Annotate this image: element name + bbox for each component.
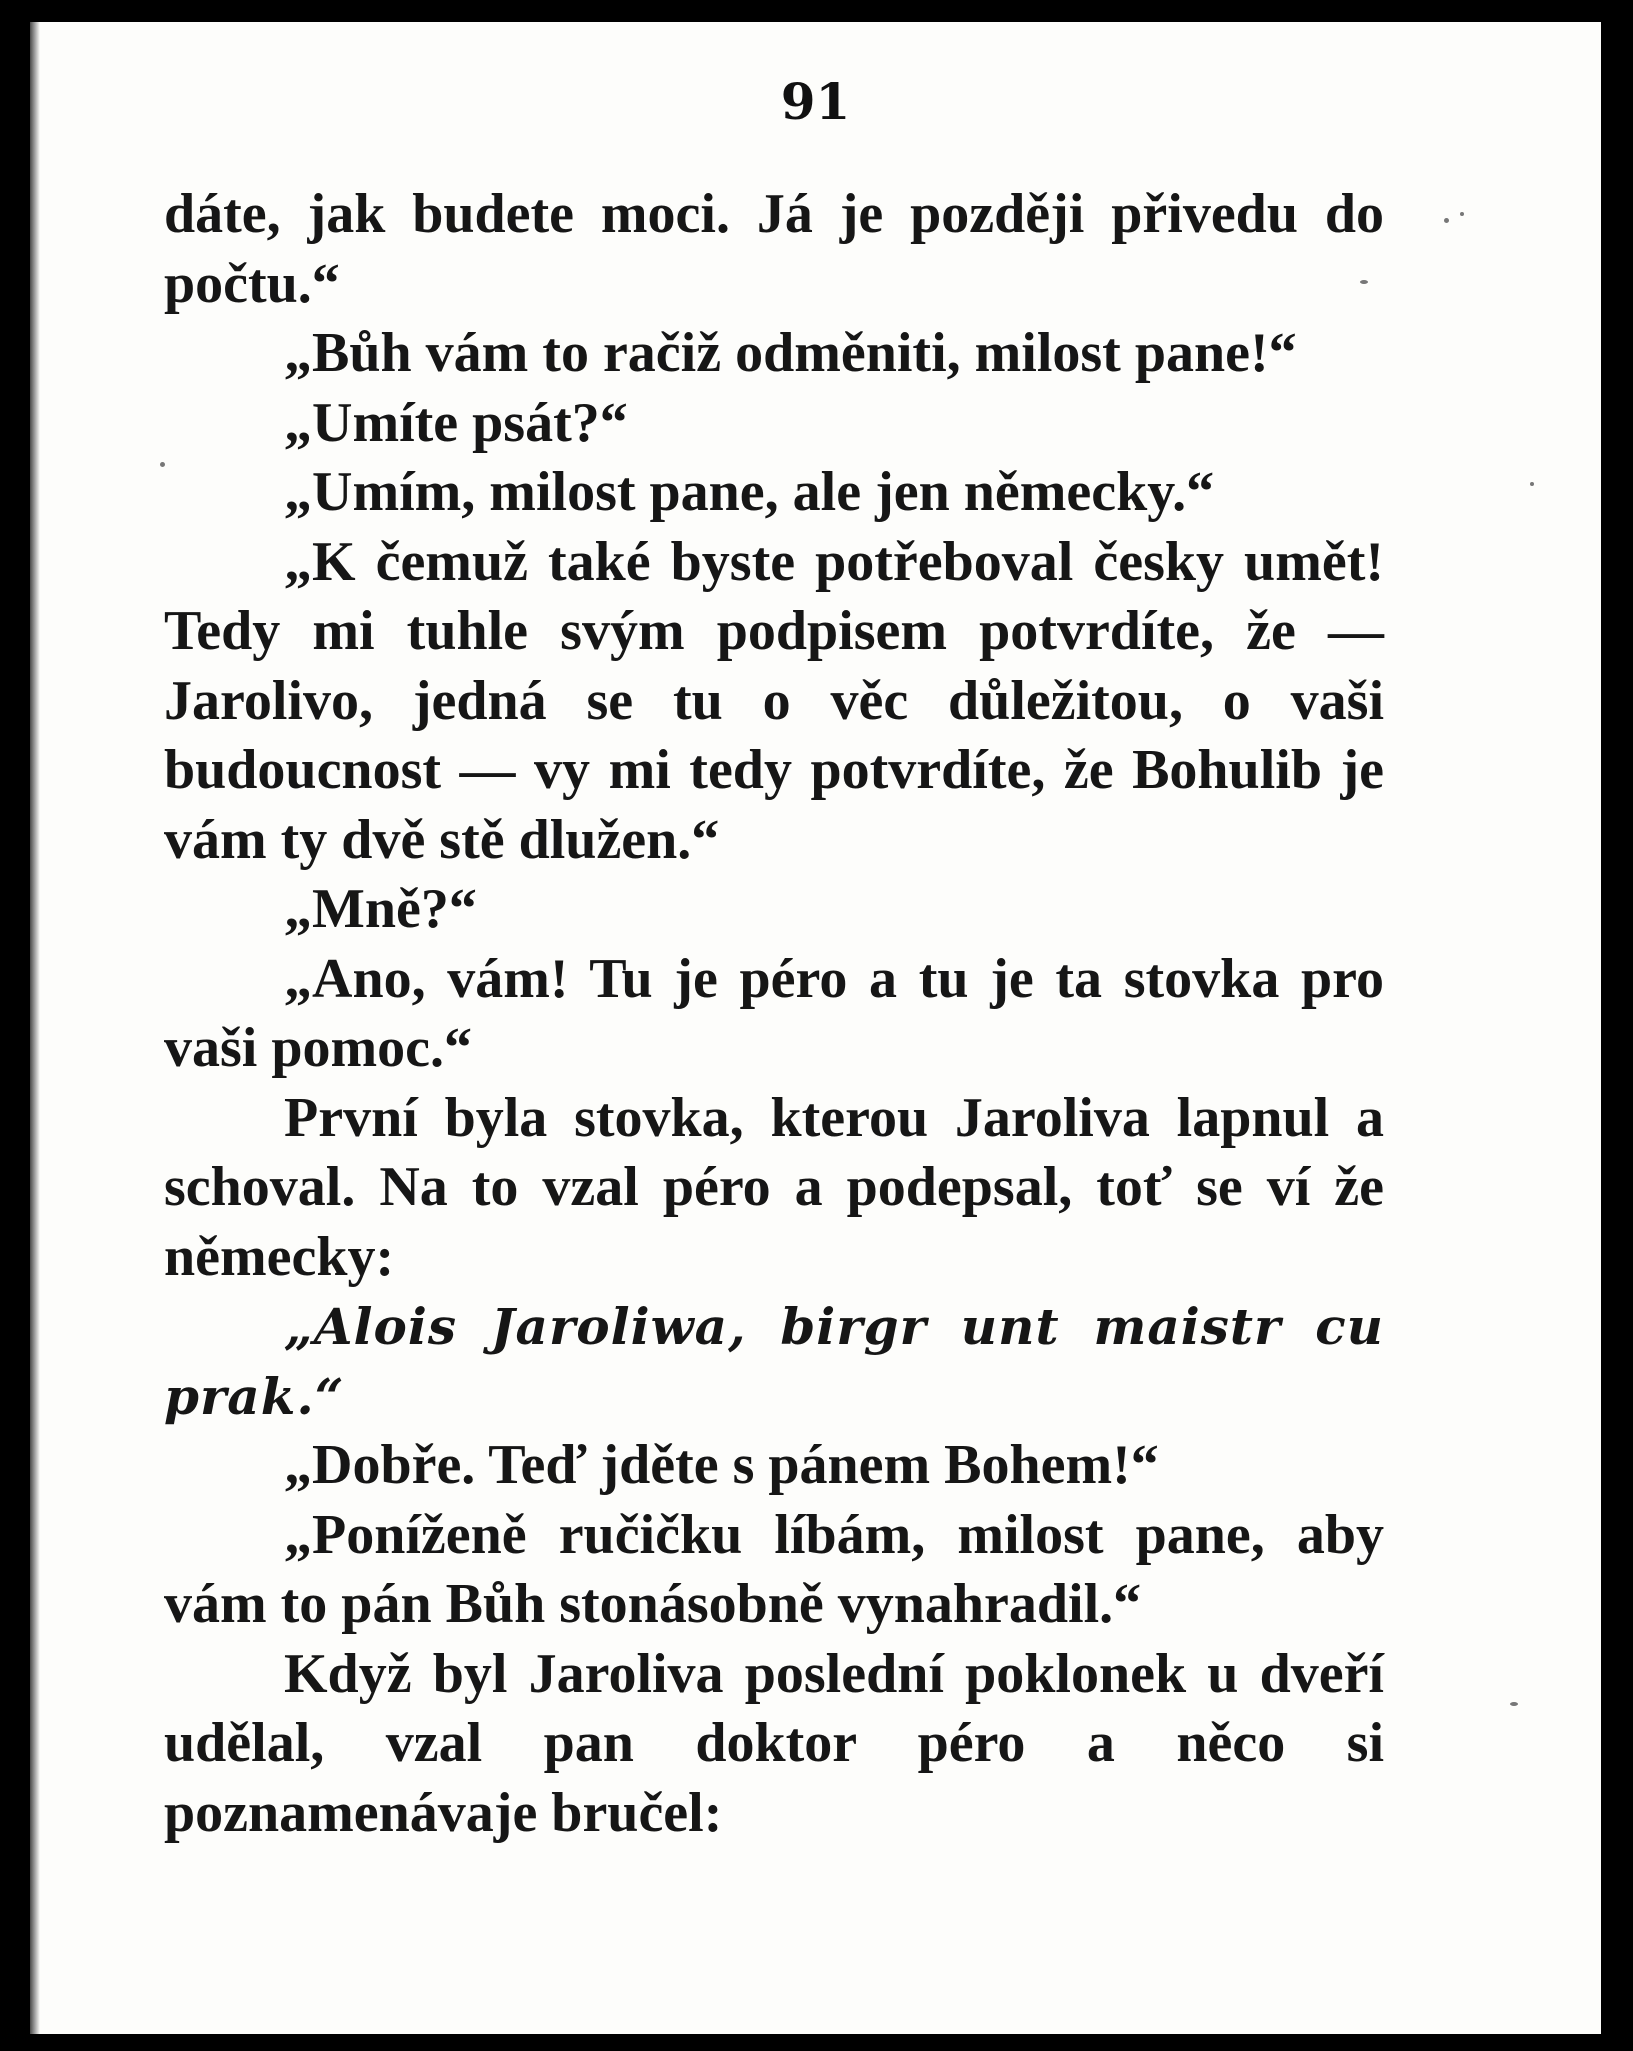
paragraph-fraktur-signature	[164, 1292, 1384, 1431]
page-text	[164, 180, 1384, 1848]
paragraph: „Dobře. Teď jděte s pánem Bohem!“	[284, 1434, 1159, 1496]
print-speck	[1530, 482, 1534, 486]
page-gutter-shadow	[30, 22, 40, 2034]
paragraph: „Umím, milost pane, ale jen německy.“	[284, 461, 1215, 523]
book-page	[30, 22, 1601, 2034]
paragraph: „Bůh vám to račiž odměniti, milost pane!“	[284, 322, 1297, 384]
paragraph: Když byl Jaroliva poslední poklonek u dveří udělal, vzal pan doktor péro a něco si poznamenávaje bručel:	[164, 1642, 1384, 1844]
print-speck	[160, 462, 165, 467]
paragraph: „K čemuž také byste potřeboval česky umět! Tedy mi tuhle svým podpisem potvrdíte, že — Jarolivo, jedná se tu o věc důležitou, o vaši budoucnost — vy mi tedy potvrdíte, že Bohulib je vám ty dvě stě dlužen.“	[164, 530, 1384, 871]
page-number: 91	[780, 72, 851, 131]
paragraph: „Mně?“	[284, 878, 477, 940]
fraktur-signature-text: „Alois Jaroliwa, birgr unt maistr cu prak.“	[164, 1297, 1384, 1426]
paragraph: První byla stovka, kterou Jaroliva lapnul a schoval. Na to vzal péro a podepsal, toť se ví že německy:	[164, 1086, 1384, 1288]
print-speck	[1360, 280, 1368, 284]
paragraph: dáte, jak budete moci. Já je později přivedu do počtu.“	[164, 183, 1384, 315]
print-speck	[1460, 212, 1464, 216]
paragraph: „Umíte psát?“	[284, 391, 628, 454]
paragraph: „Ano, vám! Tu je péro a tu je ta stovka pro vaši pomoc.“	[164, 947, 1384, 1079]
paragraph: „Poníženě ručičku líbám, milost pane, aby vám to pán Bůh stonásobně vynahradil.“	[164, 1503, 1384, 1635]
print-speck	[1510, 1702, 1518, 1706]
print-speck	[1444, 218, 1449, 223]
